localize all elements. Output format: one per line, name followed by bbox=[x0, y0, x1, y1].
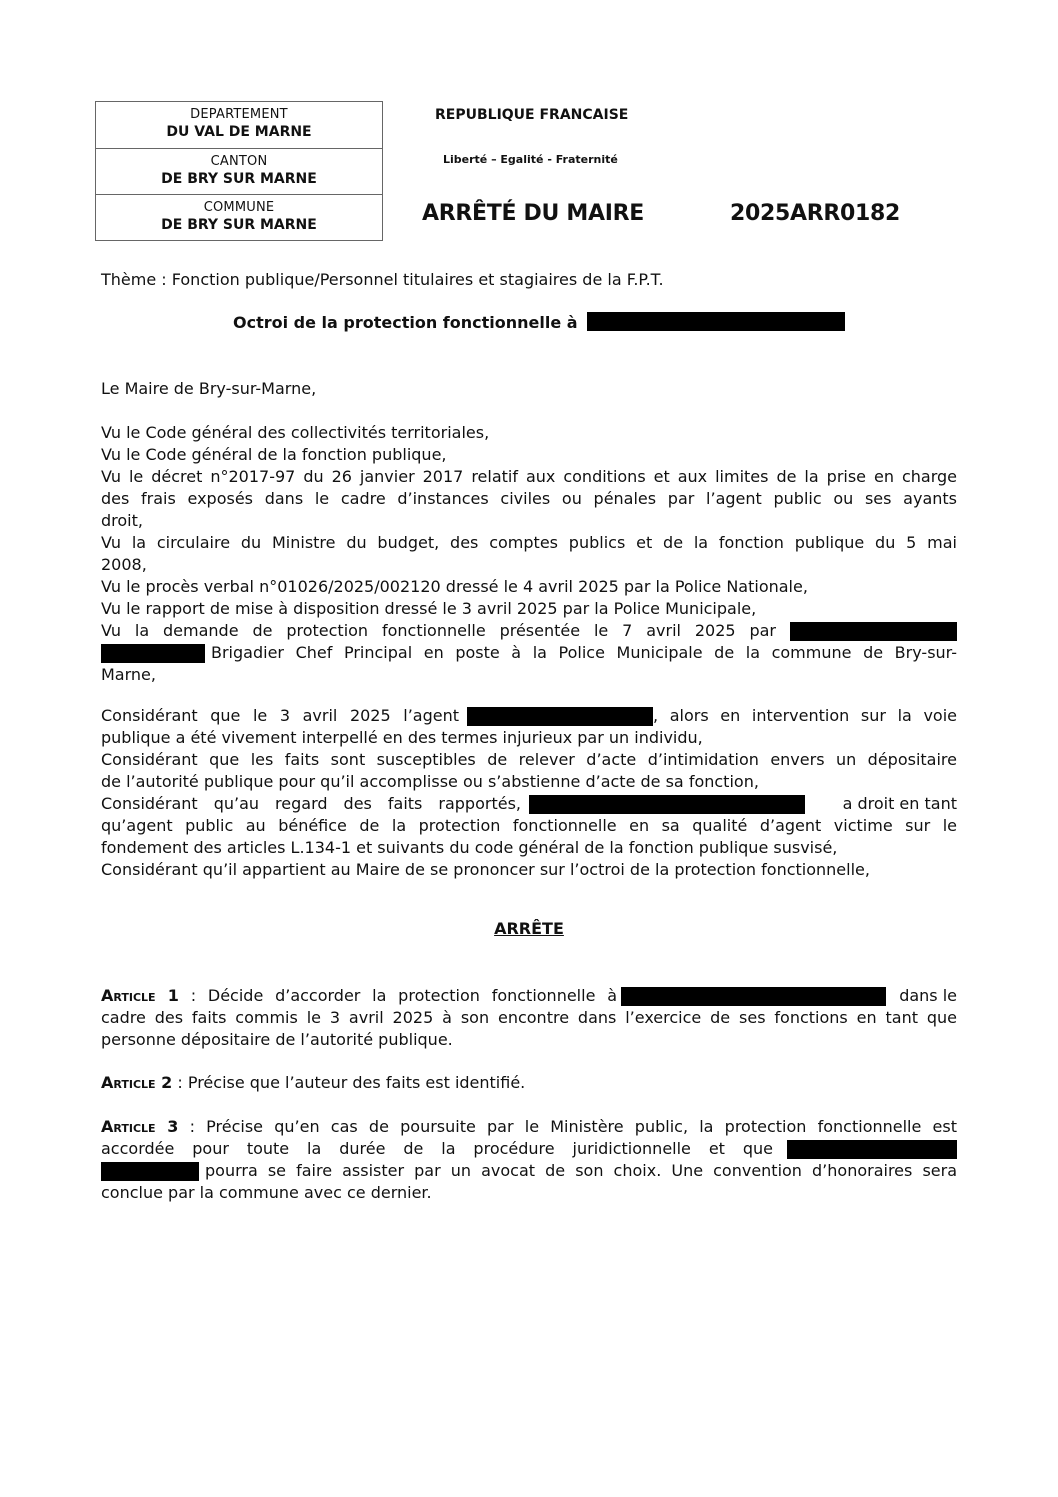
article-line: cadre des faits commis le 3 avril 2025 à son encontre dans l’exercice de ses fonctions en tant que bbox=[101, 1008, 957, 1027]
vu-text: Vu la demande de protection fonctionnelle présentée le 7 avril 2025 par bbox=[101, 621, 776, 640]
considerant-text: Considérant qu’au regard des faits rapportés, bbox=[101, 794, 521, 813]
article-text: dans le bbox=[899, 986, 957, 1005]
article-1 bbox=[101, 985, 957, 1051]
article-label: Article 3 bbox=[101, 1117, 179, 1136]
redaction-block bbox=[790, 622, 957, 641]
redaction-block bbox=[101, 1162, 199, 1181]
redaction-block bbox=[529, 795, 805, 814]
vu-line: Vu le Code général des collectivités territoriales, bbox=[101, 423, 490, 442]
vu-line: Vu la circulaire du Ministre du budget, des comptes publics et de la fonction publique du 5 mai bbox=[101, 533, 957, 552]
vu-line: des frais exposés dans le cadre d’instances civiles ou pénales par l’agent public ou ses ayants bbox=[101, 489, 957, 508]
article-text: : Décide d’accorder la protection fonctionnelle à bbox=[178, 986, 617, 1005]
vu-line bbox=[101, 620, 957, 642]
considerant-text: a droit en tant bbox=[842, 794, 957, 813]
vu-line: 2008, bbox=[101, 555, 147, 574]
article-line bbox=[101, 1160, 957, 1182]
article-text: accordée pour toute la durée de la procédure juridictionnelle et que bbox=[101, 1139, 773, 1158]
article-text: pourra se faire assister par un avocat de son choix. Une convention d’honoraires sera bbox=[205, 1161, 957, 1180]
commune-label: COMMUNE bbox=[203, 200, 275, 215]
maire-line: Le Maire de Bry-sur-Marne, bbox=[101, 379, 317, 398]
document-title: ARRÊTÉ DU MAIRE bbox=[422, 201, 644, 226]
redaction-block bbox=[101, 644, 205, 663]
theme-line: Thème : Fonction publique/Personnel titulaires et stagiaires de la F.P.T. bbox=[101, 270, 664, 289]
article-line: conclue par la commune avec ce dernier. bbox=[101, 1183, 432, 1202]
republique-heading: REPUBLIQUE FRANCAISE bbox=[435, 107, 629, 123]
article-label: Article 1 bbox=[101, 986, 179, 1005]
vu-line: Vu le procès verbal n°01026/2025/002120 dressé le 4 avril 2025 par la Police Nationale, bbox=[101, 577, 808, 596]
article-line: personne dépositaire de l’autorité publique. bbox=[101, 1030, 453, 1049]
vu-line: Marne, bbox=[101, 665, 156, 684]
canton-cell bbox=[96, 148, 382, 194]
arrete-heading: ARRÊTE bbox=[494, 919, 564, 938]
considerant-line: qu’agent public au bénéfice de la protection fonctionnelle en sa qualité d’agent victime sur le bbox=[101, 816, 957, 835]
considerant-line bbox=[101, 793, 957, 815]
devise-text: Liberté – Egalité - Fraternité bbox=[443, 153, 618, 166]
article-2 bbox=[101, 1072, 957, 1094]
canton-value: DE BRY SUR MARNE bbox=[161, 171, 317, 187]
considerant-text: Considérant que le 3 avril 2025 l’agent bbox=[101, 706, 459, 725]
departement-label: DEPARTEMENT bbox=[190, 107, 288, 122]
departement-cell bbox=[96, 102, 382, 148]
article-line bbox=[101, 1116, 957, 1138]
vu-text: Brigadier Chef Principal en poste à la Police Municipale de la commune de Bry-sur- bbox=[211, 643, 957, 662]
considerant-section bbox=[101, 705, 957, 881]
vu-section bbox=[101, 422, 957, 686]
article-label: Article 2 bbox=[101, 1073, 173, 1092]
administrative-box bbox=[95, 101, 383, 241]
document-number: 2025ARR0182 bbox=[730, 201, 901, 226]
article-3 bbox=[101, 1116, 957, 1204]
redaction-block bbox=[467, 707, 653, 726]
article-text: : Précise qu’en cas de poursuite par le Ministère public, la protection fonctionnelle est bbox=[178, 1117, 957, 1136]
article-text bbox=[101, 985, 617, 1007]
vu-line: Vu le Code général de la fonction publique, bbox=[101, 445, 447, 464]
vu-line: Vu le décret n°2017-97 du 26 janvier 2017 relatif aux conditions et aux limites de la prise en charge bbox=[101, 467, 957, 486]
considerant-line bbox=[101, 705, 957, 727]
considerant-line: fondement des articles L.134-1 et suivants du code général de la fonction publique susvisé, bbox=[101, 838, 838, 857]
departement-value: DU VAL DE MARNE bbox=[166, 124, 312, 140]
vu-line: droit, bbox=[101, 511, 143, 530]
subject-line bbox=[233, 312, 845, 334]
commune-value: DE BRY SUR MARNE bbox=[161, 217, 317, 233]
canton-label: CANTON bbox=[210, 154, 268, 169]
redaction-block bbox=[587, 312, 845, 331]
considerant-line: Considérant qu’il appartient au Maire de se prononcer sur l’octroi de la protection fonctionnelle, bbox=[101, 860, 870, 879]
considerant-line: de l’autorité publique pour qu’il accomplisse ou s’abstienne d’acte de sa fonction, bbox=[101, 772, 759, 791]
vu-line: Vu le rapport de mise à disposition dressé le 3 avril 2025 par la Police Municipale, bbox=[101, 599, 757, 618]
considerant-text: , alors en intervention sur la voie bbox=[653, 706, 957, 725]
article-text: : Précise que l’auteur des faits est identifié. bbox=[172, 1073, 526, 1092]
article-line bbox=[101, 1138, 957, 1160]
article-line bbox=[101, 985, 957, 1007]
vu-line bbox=[101, 642, 957, 664]
redaction-block bbox=[621, 987, 886, 1006]
considerant-line: Considérant que les faits sont susceptibles de relever d’acte d’intimidation envers un dépositaire bbox=[101, 750, 957, 769]
considerant-line: publique a été vivement interpellé en des termes injurieux par un individu, bbox=[101, 728, 703, 747]
subject-text: Octroi de la protection fonctionnelle à bbox=[233, 313, 578, 332]
redaction-block bbox=[787, 1140, 957, 1159]
commune-cell bbox=[96, 194, 382, 240]
